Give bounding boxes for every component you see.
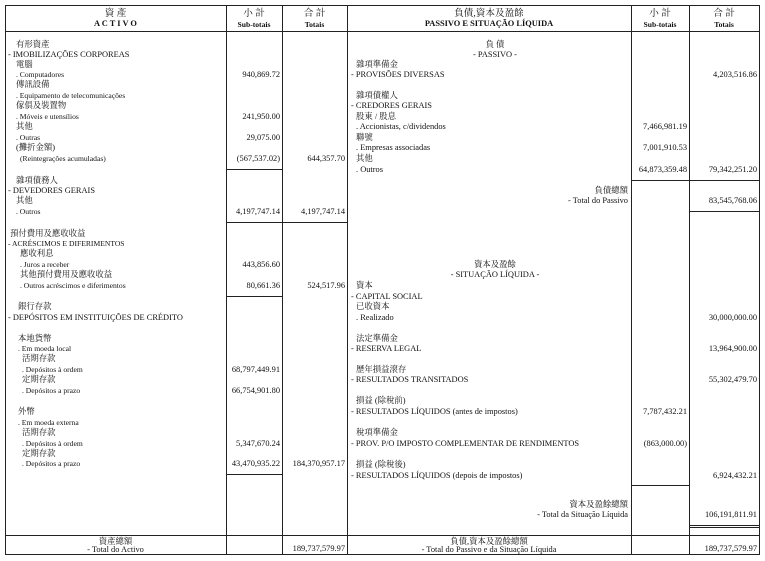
assets-line: - ACRÉSCIMOS E DIFERIMENTOS <box>8 239 125 248</box>
assets-line: . Outros <box>16 207 41 216</box>
assets-subtotal-value: 66,754,901.80 <box>231 386 280 395</box>
assets-line: - DEPÓSITOS EM INSTITUIÇÕES DE CRÉDITO <box>8 313 183 322</box>
liabilities-total-value: 4,203,516.86 <box>713 70 757 79</box>
liabilities-line: 損益 (除稅前) <box>356 396 406 405</box>
col-rule-2 <box>282 5 283 555</box>
assets-line: 本地貨幣 <box>18 334 52 343</box>
header-subtotal-cn: 小 計 <box>243 8 265 19</box>
assets-line: 定期存款 <box>22 375 56 384</box>
liabilities-total-value: 83,545,768.06 <box>708 196 757 205</box>
col-rule-4 <box>631 5 632 555</box>
header-rsubtotal-pt: Sub-totais <box>643 20 677 29</box>
assets-subtotal-value: 4,197,747.14 <box>236 207 280 216</box>
sub-rule <box>226 474 282 475</box>
assets-line: 預付費用及應收收益 <box>10 229 86 238</box>
assets-line: (Reintegrações acumuladas) <box>20 154 106 163</box>
liabilities-line: - SITUAÇÃO LÍQUIDA - <box>450 270 540 279</box>
assets-line: . Em moeda local <box>18 344 72 353</box>
double-rule <box>689 527 759 528</box>
assets-line: . Outras <box>16 133 41 142</box>
assets-subtotal-value: 68,797,449.91 <box>231 365 280 374</box>
liabilities-line: 資本及盈餘 <box>474 260 516 269</box>
assets-total-value: 644,357.70 <box>307 154 345 163</box>
liabilities-line: 資本及盈餘總額 <box>569 500 628 509</box>
footer-liabilities-pt: - Total do Passivo e da Situação Líquida <box>421 545 557 554</box>
assets-line: - IMOBILIZAÇÕES CORPOREAS <box>8 50 130 59</box>
liabilities-total-value: 30,000,000.00 <box>708 313 757 322</box>
assets-line: . Outros acréscimos e diferimentos <box>20 281 126 290</box>
header-liabilities-cn: 負債,資本及盈餘 <box>454 8 524 19</box>
liabilities-total-value: 55,302,479.70 <box>708 375 757 384</box>
assets-line: 活期存款 <box>22 428 56 437</box>
sub-rule <box>631 485 689 486</box>
liabilities-line: 法定準備金 <box>356 334 398 343</box>
liabilities-subtotal-value: 7,001,910.53 <box>643 143 687 152</box>
liabilities-line: - Total do Passivo <box>568 196 628 205</box>
liabilities-line: 雜項準備金 <box>356 60 398 69</box>
assets-subtotal-value: 443,856.60 <box>242 260 280 269</box>
left-border <box>5 5 6 555</box>
liabilities-total-value: 106,191,811.91 <box>704 510 757 519</box>
liabilities-line: 已收資本 <box>356 302 390 311</box>
liabilities-line: 負 債 <box>485 40 505 49</box>
liabilities-total-value: 13,964,900.00 <box>708 344 757 353</box>
assets-total-value: 524,517.96 <box>307 281 345 290</box>
footer-liabilities-total: 189,737,579.97 <box>704 544 757 553</box>
liabilities-line: - CAPITAL SOCIAL <box>351 292 423 301</box>
assets-line: 有形資產 <box>16 40 50 49</box>
assets-total-value: 4,197,747.14 <box>301 207 345 216</box>
liabilities-line: - Total da Situação Líquida <box>537 510 628 519</box>
liabilities-line: - RESERVA LEGAL <box>351 344 422 353</box>
assets-total-value: 184,370,957.17 <box>292 459 345 468</box>
assets-line: (攤折金額) <box>16 143 56 152</box>
assets-subtotal-value: 80,661.36 <box>246 281 280 290</box>
liabilities-line: 稅項準備金 <box>356 428 398 437</box>
header-assets-cn: 資 產 <box>104 8 127 19</box>
liabilities-total-value: 6,924,432.21 <box>713 471 757 480</box>
assets-subtotal-value: (567,537.02) <box>236 154 280 163</box>
assets-line: 雜項債務人 <box>16 176 58 185</box>
liabilities-line: 股東 / 股息 <box>356 112 397 121</box>
assets-line: . Móveis e utensílios <box>16 112 79 121</box>
assets-line: 定期存款 <box>22 449 56 458</box>
assets-line: . Depósitos a prazo <box>22 386 81 395</box>
header-assets-pt: A C T I V O <box>94 19 137 28</box>
liabilities-line: - CREDORES GERAIS <box>351 101 432 110</box>
top-border <box>5 5 760 6</box>
assets-line: . Depósitos a prazo <box>22 459 81 468</box>
assets-line: . Em moeda externa <box>18 418 79 427</box>
assets-line: 其他預付費用及應收收益 <box>20 270 113 279</box>
header-subtotal-pt: Sub-totais <box>237 20 271 29</box>
sub-rule <box>226 169 282 170</box>
assets-line: - DEVEDORES GERAIS <box>8 186 96 195</box>
footer-assets-pt: - Total do Activo <box>87 545 144 554</box>
sub-rule <box>689 525 759 526</box>
header-rtotal-cn: 合 計 <box>713 8 735 19</box>
footer-assets-total: 189,737,579.97 <box>292 544 345 553</box>
assets-line: 其他 <box>16 196 33 205</box>
liabilities-line: 雜項債權人 <box>356 91 398 100</box>
assets-line: . Equipamento de telecomunicações <box>16 91 126 100</box>
assets-line: . Computadores <box>16 70 65 79</box>
header-liabilities-pt: PASSIVO E SITUAÇÃO LÍQUIDA <box>424 19 554 28</box>
liabilities-line: . Accionistas, c/dividendos <box>356 122 446 131</box>
assets-line: 其他 <box>16 122 33 131</box>
right-border <box>759 5 760 555</box>
assets-line: 活期存款 <box>22 354 56 363</box>
sub-rule <box>226 296 282 297</box>
liabilities-line: - PROV. P/O IMPOSTO COMPLEMENTAR DE RENDIMENTOS <box>351 439 580 448</box>
assets-line: 傳訊設備 <box>16 80 50 89</box>
assets-line: 電腦 <box>16 60 33 69</box>
col-rule-1 <box>226 5 227 555</box>
liabilities-line: 資本 <box>356 281 373 290</box>
assets-subtotal-value: 5,347,670.24 <box>236 439 280 448</box>
assets-line: 傢俱及裝置物 <box>16 101 67 110</box>
liabilities-line: . Outros <box>356 165 383 174</box>
liabilities-line: - PROVISÕES DIVERSAS <box>351 70 445 79</box>
footer-rule <box>5 535 760 536</box>
liabilities-subtotal-value: 7,466,981.19 <box>643 122 687 131</box>
assets-subtotal-value: 29,075.00 <box>246 133 280 142</box>
liabilities-line: - RESULTADOS LÍQUIDOS (depois de impostos) <box>351 471 523 480</box>
liabilities-line: - RESULTADOS LÍQUIDOS (antes de impostos) <box>351 407 518 416</box>
liabilities-line: 負債總額 <box>594 186 628 195</box>
assets-line: 外幣 <box>18 407 35 416</box>
header-total-pt: Totais <box>304 20 325 29</box>
header-total-cn: 合 計 <box>303 8 326 19</box>
liabilities-line: . Realizado <box>356 313 394 322</box>
liabilities-line: - PASSIVO - <box>473 50 517 59</box>
liabilities-total-value: 79,342,251.20 <box>708 165 757 174</box>
liabilities-line: - RESULTADOS TRANSITADOS <box>351 375 469 384</box>
sub-rule <box>631 180 759 181</box>
assets-subtotal-value: 241,950.00 <box>242 112 280 121</box>
liabilities-subtotal-value: (863,000.00) <box>643 439 687 448</box>
sub-rule <box>689 211 759 212</box>
sub-rule <box>226 222 347 223</box>
footer-liabilities-cn: 負債,資本及盈餘總額 <box>450 537 528 546</box>
assets-line: . Depósitos à ordem <box>22 365 83 374</box>
liabilities-subtotal-value: 7,787,432.21 <box>643 407 687 416</box>
assets-line: 應收利息 <box>20 249 54 258</box>
assets-subtotal-value: 940,869.72 <box>242 70 280 79</box>
liabilities-subtotal-value: 64,873,359.48 <box>638 165 687 174</box>
assets-line: 銀行存款 <box>18 302 52 311</box>
liabilities-line: 歷年損益滾存 <box>356 365 407 374</box>
footer-assets-cn: 資產總額 <box>98 537 133 546</box>
header-rule <box>5 31 760 32</box>
col-rule-3 <box>347 5 348 555</box>
assets-line: . Depósitos à ordem <box>22 439 83 448</box>
liabilities-line: 損益 (除稅後) <box>356 460 406 469</box>
assets-subtotal-value: 43,470,935.22 <box>231 459 280 468</box>
liabilities-line: 其他 <box>356 154 373 163</box>
assets-line: . Juros a receber <box>20 260 70 269</box>
header-rtotal-pt: Totais <box>714 20 734 29</box>
liabilities-line: . Empresas associadas <box>356 143 431 152</box>
liabilities-line: 聯號 <box>356 133 373 142</box>
header-rsubtotal-cn: 小 計 <box>649 8 671 19</box>
